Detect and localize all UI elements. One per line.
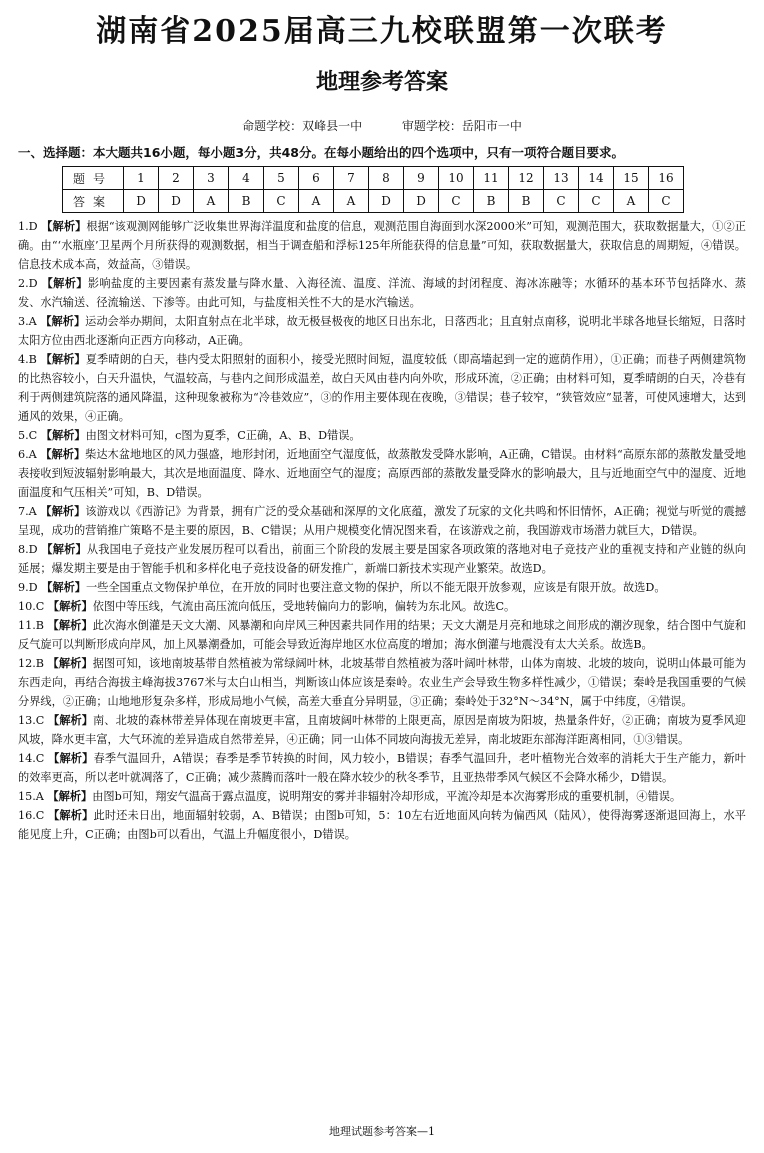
analysis-item — [18, 578, 746, 597]
analysis-text: 柴达木盆地地区的风力强盛，地形封闭，近地面空气湿度低，故蒸散发受降水影响，A正确，C错误。由材料“高原东部的蒸散发量受地表接收到短波辐射影响最大，其次是地面温度、降水、近地面空气的湿度；高原西部的蒸散发量受降水的影响最大，且与近地面空气中的湿度、近地面温度和气压相关”可知，B、D错误。 — [18, 448, 746, 499]
question-number-cell: 10 — [439, 167, 474, 190]
question-number-cell: 13 — [544, 167, 579, 190]
analysis-tag: 【解析】 — [48, 752, 94, 765]
analysis-tag: 【解析】 — [48, 714, 94, 727]
analysis-tag: 【解析】 — [40, 448, 86, 461]
answer-cell: A — [194, 190, 229, 213]
analysis-text: 根据“该观测网能够广泛收集世界海洋温度和盐度的信息，观测范围自海面到水深2000米”可知，观测范围大，获取数据量大，①②正确。由“‘水瓶座’卫星两个月所获得的观测数据，相当于调查船和浮标125年所能获得的信息量”可知，获取数据量大，获取信息的周期短，④错误。信息技术成本高，效益高，③错误。 — [18, 220, 746, 271]
item-number: 15.A — [18, 790, 44, 803]
analysis-tag: 【解析】 — [41, 543, 87, 556]
analysis-tag: 【解析】 — [41, 220, 87, 233]
analysis-item — [18, 350, 746, 426]
question-number-cell: 12 — [509, 167, 544, 190]
answer-cell: B — [229, 190, 264, 213]
analysis-item — [18, 445, 746, 502]
item-number: 11.B — [18, 619, 45, 632]
answer-row — [63, 190, 684, 213]
analysis-tag: 【解析】 — [40, 429, 86, 442]
analysis-item — [18, 749, 746, 787]
analysis-tag: 【解析】 — [48, 809, 94, 822]
analysis-text: 依图中等压线，气流由高压流向低压，受地转偏向力的影响，偏转为东北风。故选C。 — [92, 600, 516, 613]
analysis-item — [18, 426, 746, 445]
question-number-label: 题号 — [63, 167, 124, 190]
question-number-cell: 8 — [369, 167, 404, 190]
analysis-text: 夏季晴朗的白天，巷内受太阳照射的面积小，接受光照时间短，温度较低（即高墙起到一定的遮荫作用），①正确；而巷子两侧建筑物的比热容较小，白天升温快，气温较高，与巷内之间形成温差，故白天风由巷内向外吹，形成环流，②正确；由材料可知，夏季晴朗的白天，冷巷有利于两侧建筑院落的通风降温，这种现象被称为“冷巷效应”，③的作用主要体现在夜晚，③错误；巷子较窄，“狭管效应”显著，可使风速增大，达到通风的效果，④正确。 — [18, 353, 746, 423]
analysis-item — [18, 711, 746, 749]
analysis-item — [18, 274, 746, 312]
analysis-text: 从我国电子竞技产业发展历程可以看出，前面三个阶段的发展主要是国家各项政策的落地对电子竞技产业的重视支持和产业链的纵向延展；爆发期主要是由于智能手机和多样化电子竞技设备的研发推广，新端口新技术实现产业繁荣。故选D。 — [18, 543, 746, 575]
analysis-item — [18, 312, 746, 350]
answer-cell: A — [334, 190, 369, 213]
analysis-item — [18, 654, 746, 711]
question-number-cell: 6 — [299, 167, 334, 190]
analysis-tag: 【解析】 — [40, 315, 86, 328]
analysis-text: 运动会举办期间，太阳直射点在北半球，故无极昼极夜的地区日出东北，日落西北；且直射点南移，说明北半球各地昼长缩短，日落时太阳方位由西北逐渐向正西方向移动，A正确。 — [18, 315, 746, 347]
analysis-text: 春季气温回升，A错误；春季是季节转换的时间，风力较小，B错误；春季气温回升，老叶植物光合效率的消耗大于生产能力，新叶的效率更高，所以老叶就凋落了，C正确；减少蒸腾而落叶一般在降水较少的秋冬季节，且亚热带季风气候区不会降水稀少，D错误。 — [18, 752, 746, 784]
answer-cell: C — [439, 190, 474, 213]
answer-cell: C — [264, 190, 299, 213]
item-number: 8.D — [18, 543, 38, 556]
analysis-tag: 【解析】 — [47, 600, 93, 613]
analysis-tag: 【解析】 — [47, 657, 93, 670]
item-number: 9.D — [18, 581, 38, 594]
analysis-tag: 【解析】 — [41, 581, 86, 594]
answer-cell: D — [124, 190, 159, 213]
analysis-tag: 【解析】 — [40, 353, 86, 366]
analysis-tag: 【解析】 — [41, 277, 88, 290]
item-number: 7.A — [18, 505, 37, 518]
question-number-cell: 4 — [229, 167, 264, 190]
answer-cell: D — [159, 190, 194, 213]
answer-cell: A — [614, 190, 649, 213]
page-footer: 地理试题参考答案—1 — [329, 1125, 435, 1138]
answer-cell: B — [474, 190, 509, 213]
analysis-item — [18, 787, 746, 806]
item-number: 10.C — [18, 600, 45, 613]
analysis-text: 据图可知，该地南坡基带自然植被为常绿阔叶林，北坡基带自然植被为落叶阔叶林带，山体为南坡、北坡的坡向，说明山体最可能为东西走向，再结合海拔主峰海拔3767米与太白山相当，判断该山体应该是秦岭。农业生产会导致生物多样性减少，①错误；秦岭是我国重要的气候分界线，②正确；山地地形复杂多样，形成局地小气候，高差大垂直分异明显，③正确；秦岭处于32°N～34°N，属于中纬度，④错误。 — [18, 657, 746, 708]
question-number-cell: 5 — [264, 167, 299, 190]
analysis-text: 一些全国重点文物保护单位，在开放的同时也要注意文物的保护，所以不能无限开放参观，应该是有限开放。故选D。 — [85, 581, 666, 594]
item-number: 6.A — [18, 448, 37, 461]
question-number-cell: 3 — [194, 167, 229, 190]
question-number-cell: 7 — [334, 167, 369, 190]
analysis-item — [18, 502, 746, 540]
analysis-item — [18, 616, 746, 654]
answer-cell: D — [404, 190, 439, 213]
item-number: 2.D — [18, 277, 38, 290]
section-title: 一、选择题：本大题共16小题，每小题3分，共48分。在每小题给出的四个选项中，只有一项符合题目要求。 — [18, 145, 624, 160]
analysis-item — [18, 806, 746, 844]
question-number-cell: 15 — [614, 167, 649, 190]
question-number-cell: 11 — [474, 167, 509, 190]
setter-school: 命题学校：双峰县一中 — [242, 119, 363, 133]
item-number: 12.B — [18, 657, 45, 670]
question-number-cell: 1 — [124, 167, 159, 190]
question-number-cell: 2 — [159, 167, 194, 190]
answer-cell: D — [369, 190, 404, 213]
question-number-cell: 9 — [404, 167, 439, 190]
analysis-text: 由图b可知，翔安气温高于露点温度，说明翔安的雾并非辐射冷却形成，平流冷却是本次海雾形成的重要机制，④错误。 — [92, 790, 682, 803]
answer-label: 答案 — [63, 190, 124, 213]
answer-cell: C — [544, 190, 579, 213]
question-number-cell: 14 — [579, 167, 614, 190]
analysis-tag: 【解析】 — [40, 505, 86, 518]
analysis-item — [18, 540, 746, 578]
item-number: 1.D — [18, 220, 38, 233]
analysis-tag: 【解析】 — [47, 619, 93, 632]
answer-cell: A — [299, 190, 334, 213]
analysis-tag: 【解析】 — [47, 790, 93, 803]
answer-table — [62, 166, 684, 213]
reviewer-school: 审题学校：岳阳市一中 — [401, 119, 522, 133]
item-number: 14.C — [18, 752, 45, 765]
item-number: 4.B — [18, 353, 37, 366]
analysis-text: 此次海水倒灌是天文大潮、风暴潮和向岸风三种因素共同作用的结果；天文大潮是月亮和地球之间形成的潮汐现象，结合图中气旋和反气旋可以判断形成向岸风，加上风暴潮叠加，可能会导致近海岸地区水位高度的增加；海水倒灌与地震没有太大关系。故选B。 — [18, 619, 746, 651]
item-number: 13.C — [18, 714, 45, 727]
analysis-text: 影响盐度的主要因素有蒸发量与降水量、入海径流、温度、洋流、海域的封闭程度、海冰冻融等；水循环的基本环节包括降水、蒸发、水汽输送、径流输送、下渗等。由此可知，与盐度相关性不大的是水汽输送。 — [18, 277, 746, 309]
analysis-text: 由图文材料可知，c图为夏季，C正确，A、B、D错误。 — [85, 429, 361, 442]
analysis-item — [18, 597, 746, 616]
item-number: 5.C — [18, 429, 38, 442]
analysis-item — [18, 217, 746, 274]
answer-cell: C — [649, 190, 684, 213]
answer-cell: C — [579, 190, 614, 213]
document-subtitle: 地理参考答案 — [315, 70, 448, 95]
analysis-text: 此时还未日出，地面辐射较弱，A、B错误；由图b可知，5：10左右近地面风向转为偏西风（陆风），使得海雾逐渐退回海上，水平能见度上升，C正确；由图b可以看出，气温上升幅度很小，D错误。 — [18, 809, 746, 841]
item-number: 16.C — [18, 809, 45, 822]
analysis-text: 南、北坡的森林带差异体现在南坡更丰富，且南坡阔叶林带的上限更高，原因是南坡为阳坡，热量条件好，②正确；南坡为夏季风迎风坡，降水更丰富，大气环流的差异造成自然带差异，④正确；同一山体不同坡向海拔无差异，南北坡距东部海洋距离相同，①③错误。 — [18, 714, 746, 746]
analysis-text: 该游戏以《西游记》为背景，拥有广泛的受众基础和深厚的文化底蕴，激发了玩家的文化共鸣和怀旧情怀，A正确；视觉与听觉的震撼呈现，成功的营销推广策略不是主要的原因，B、C错误；从用户规模变化情况图来看，在该游戏之前，我国游戏市场潜力就巨大，D错误。 — [18, 505, 746, 537]
question-number-row — [63, 167, 684, 190]
answer-cell: B — [509, 190, 544, 213]
analysis-list — [18, 217, 746, 844]
school-info — [18, 118, 746, 134]
item-number: 3.A — [18, 315, 37, 328]
document-title: 湖南省2025届高三九校联盟第一次联考 — [96, 14, 668, 49]
question-number-cell: 16 — [649, 167, 684, 190]
